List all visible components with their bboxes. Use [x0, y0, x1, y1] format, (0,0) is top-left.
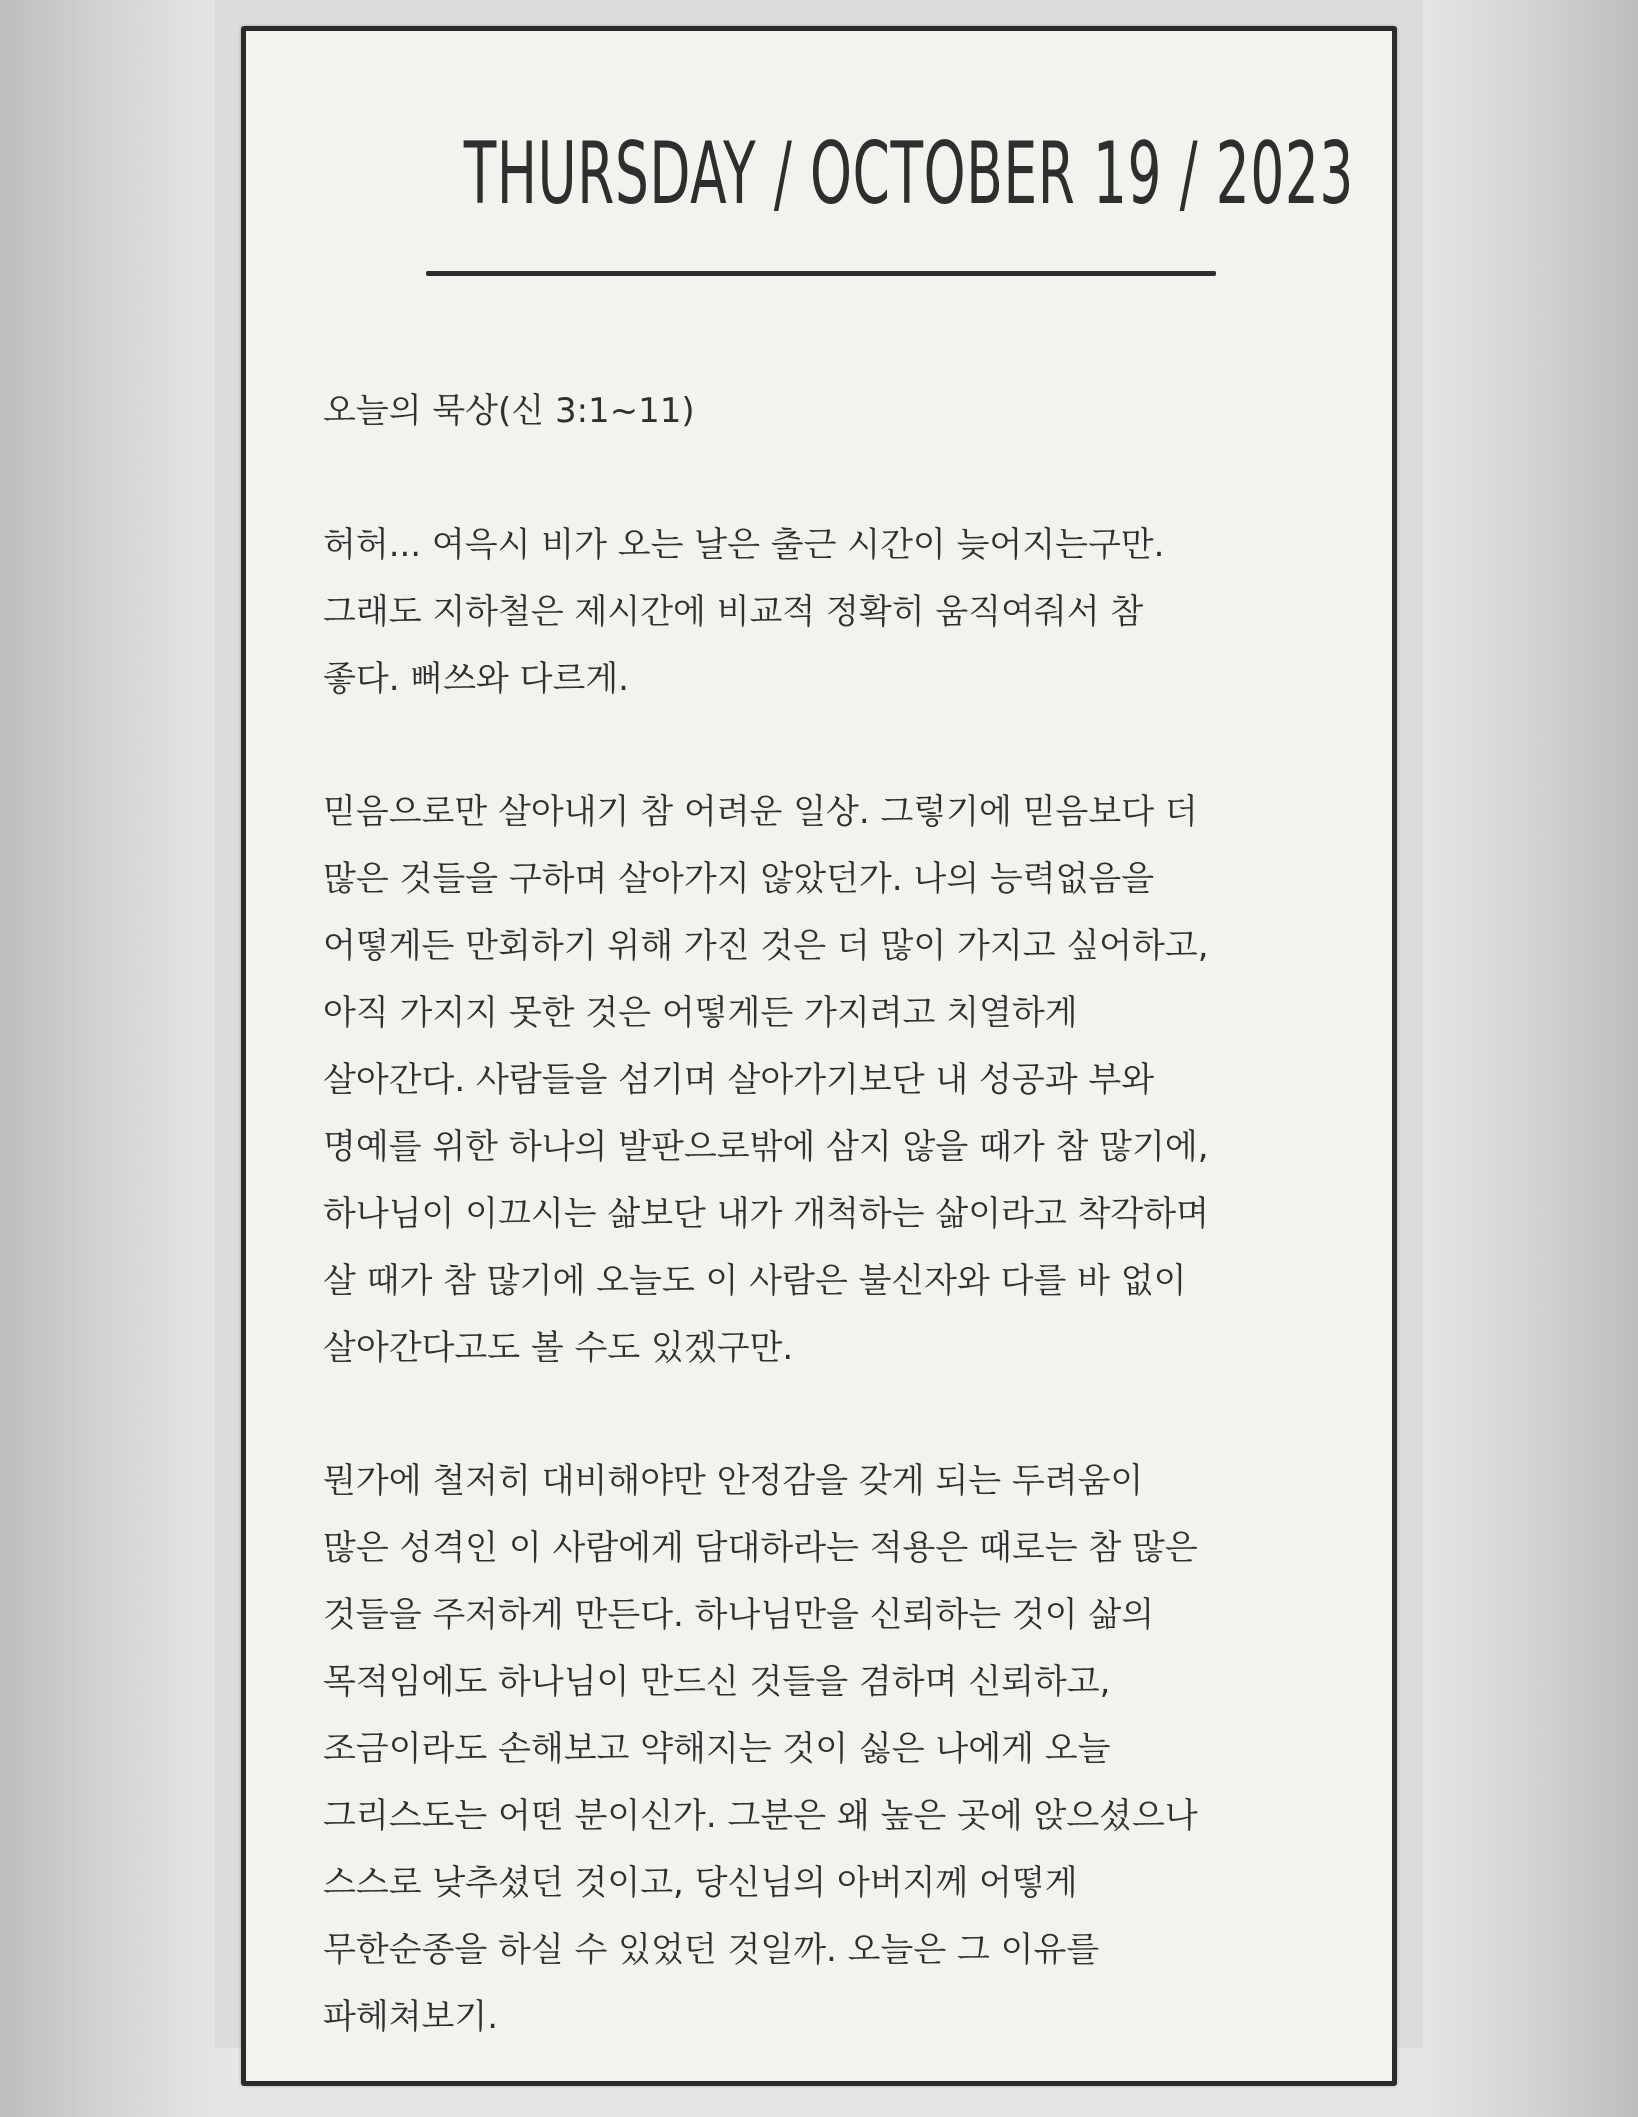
text-line: 믿음으로만 살아내기 참 어려운 일상. 그렇기에 믿음보다 더: [323, 792, 1198, 832]
text-line: 목적임에도 하나님이 만드신 것들을 겸하며 신뢰하고,: [323, 1662, 1111, 1702]
paragraph-trust: [323, 1448, 1352, 2051]
text-line: 아직 가지지 못한 것은 어떻게든 가지려고 치열하게: [323, 993, 1078, 1033]
text-line: 것들을 주저하게 만든다. 하나님만을 신뢰하는 것이 삶의: [323, 1595, 1155, 1635]
journal-card: [241, 26, 1397, 2086]
text-line: 뭔가에 철저히 대비해야만 안정감을 갖게 되는 두려움이: [323, 1461, 1144, 1501]
date-title: THURSDAY / OCTOBER 19 / 2023: [463, 124, 1354, 224]
text-line: 그리스도는 어떤 분이신가. 그분은 왜 높은 곳에 앉으셨으나: [323, 1796, 1198, 1836]
paragraph-faith: [323, 779, 1352, 1382]
text-line: 스스로 낮추셨던 것이고, 당신님의 아버지께 어떻게: [323, 1863, 1078, 1903]
text-line: 허허... 여윽시 비가 오는 날은 출근 시간이 늦어지는구만.: [323, 525, 1165, 565]
text-line: 많은 것들을 구하며 살아가지 않았던가. 나의 능력없음을: [323, 859, 1155, 899]
journal-content: [323, 376, 1352, 2117]
text-line: 살아간다고도 볼 수도 있겠구만.: [323, 1328, 794, 1368]
text-line: 무한순종을 하실 수 있었던 것일까. 오늘은 그 이유를: [323, 1930, 1100, 1970]
devotion-heading: 오늘의 묵상(신 3:1~11): [323, 391, 695, 431]
text-line: 그래도 지하철은 제시간에 비교적 정확히 움직여줘서 참: [323, 592, 1144, 632]
text-line: 파헤쳐보기.: [323, 1997, 499, 2037]
text-line: 조금이라도 손해보고 약해지는 것이 싫은 나에게 오늘: [323, 1729, 1111, 1769]
text-line: 좋다. 뻐쓰와 다르게.: [323, 659, 629, 699]
text-line: 살아간다. 사람들을 섬기며 살아가기보단 내 성공과 부와: [323, 1060, 1155, 1100]
text-line: 하나님이 이끄시는 삶보단 내가 개척하는 삶이라고 착각하며: [323, 1194, 1209, 1234]
text-line: 살 때가 참 많기에 오늘도 이 사람은 불신자와 다를 바 없이: [323, 1261, 1187, 1301]
text-line: 어떻게든 만회하기 위해 가진 것은 더 많이 가지고 싶어하고,: [323, 926, 1209, 966]
paragraph-commute: [323, 512, 1352, 713]
title-divider: [426, 271, 1216, 276]
text-line: 많은 성격인 이 사람에게 담대하라는 적용은 때로는 참 많은: [323, 1528, 1198, 1568]
text-line: 명예를 위한 하나의 발판으로밖에 삼지 않을 때가 참 많기에,: [323, 1127, 1209, 1167]
